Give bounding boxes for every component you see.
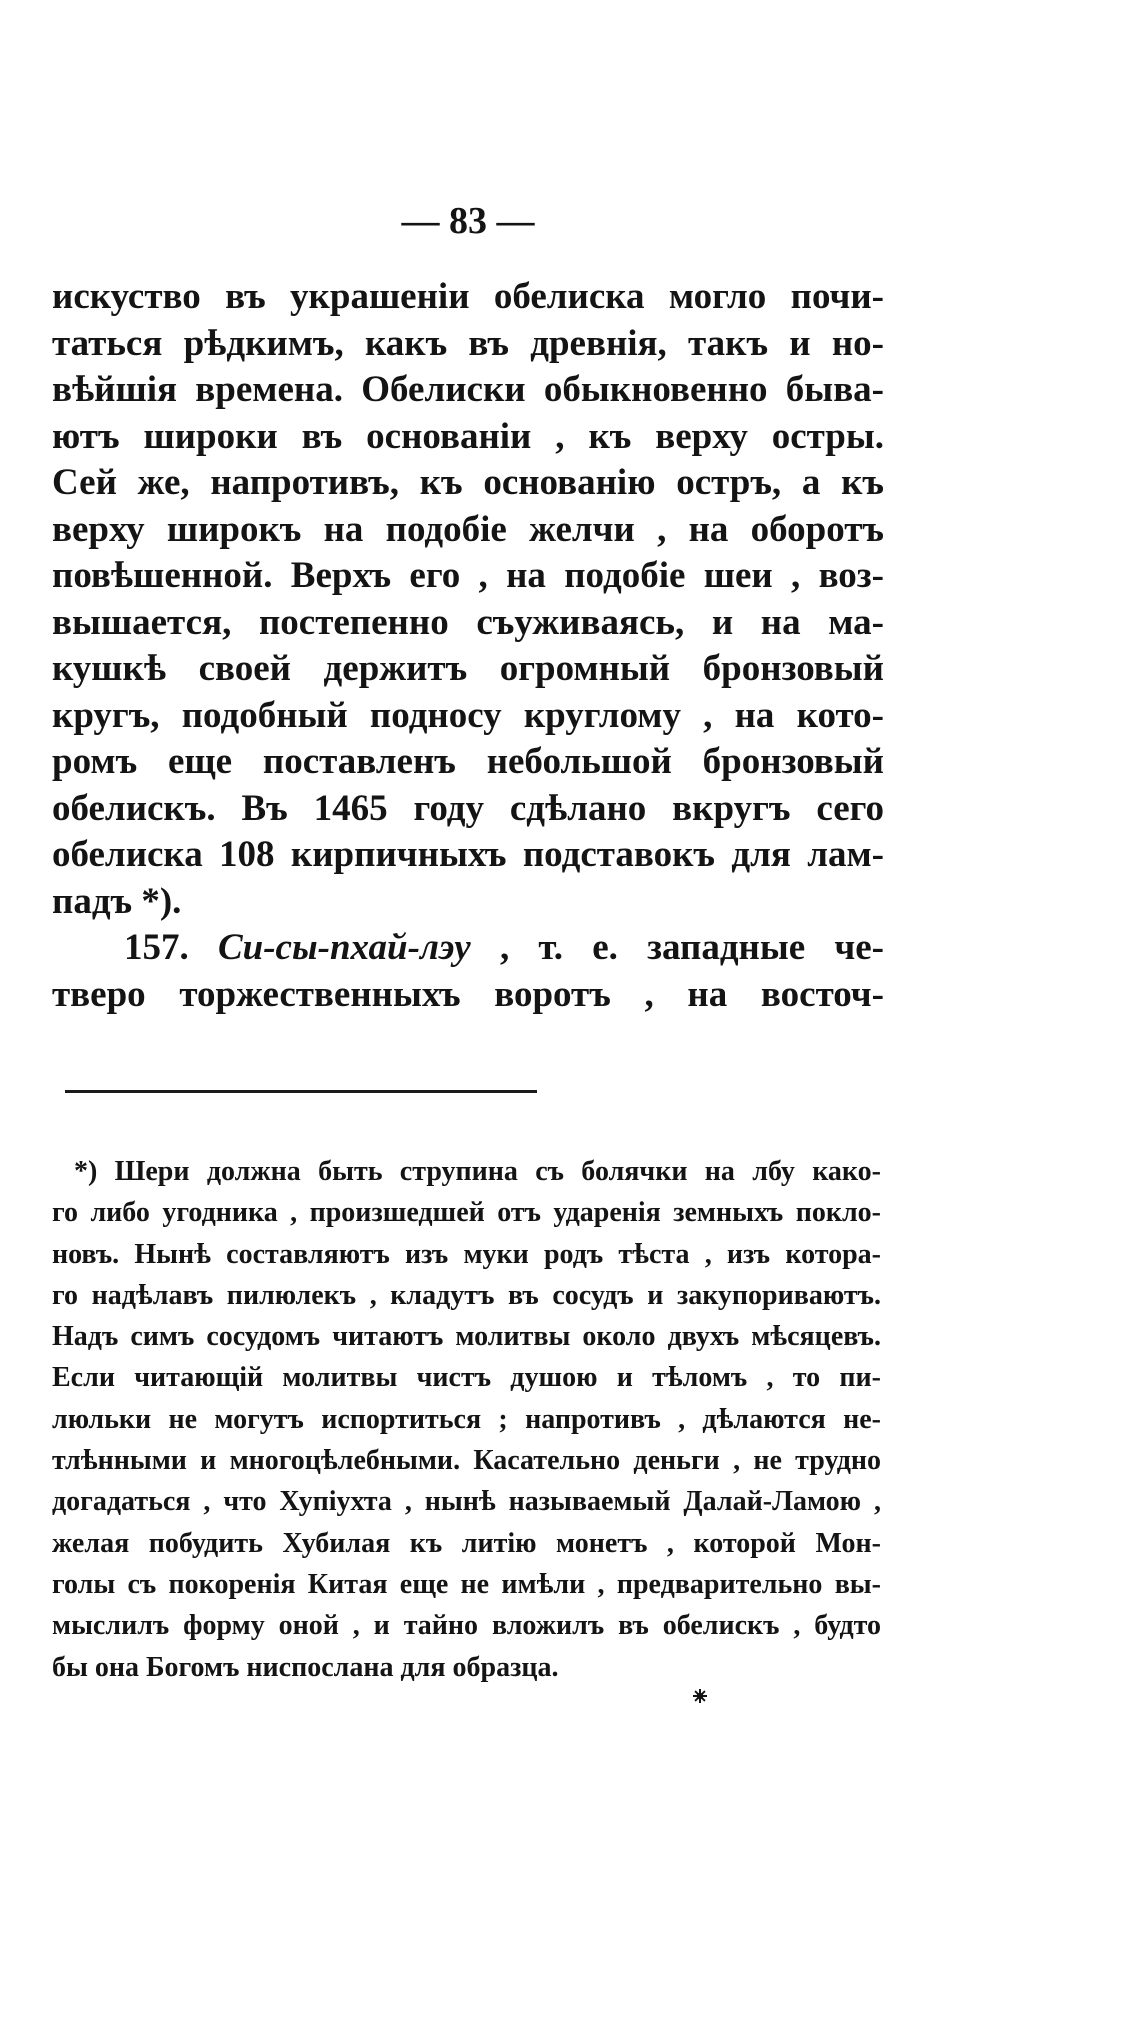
footnote-line: новъ. Нынѣ составляютъ изъ муки родъ тѣста , изъ котора- <box>52 1238 881 1270</box>
printer-mark-icon <box>692 1688 708 1704</box>
body-line: тверо торжественныхъ воротъ , на восточ- <box>52 973 884 1015</box>
footnote-line: люльки не могутъ испортиться ; напротивъ , дѣлаются не- <box>52 1403 881 1435</box>
footnote-line: мыслилъ форму оной , и тайно вложилъ въ обелискъ , будто <box>52 1610 881 1642</box>
footnote <box>52 1151 881 1688</box>
footnote-line: го либо угодника , произшедшей отъ ударенія земныхъ покло- <box>52 1197 881 1229</box>
footnote-line: желая побудить Хубилая къ литію монетъ , которой Мон- <box>52 1527 881 1559</box>
footnote-line: *) Шери должна быть струпина съ болячки на лбу како- <box>74 1156 881 1187</box>
body-line: Сей же, напротивъ, къ основанію остръ, а къ <box>52 462 884 503</box>
footnote-line: тлѣнными и многоцѣлебными. Касательно деньги , не трудно <box>52 1445 881 1477</box>
body-line: вѣйшія времена. Обелиски обыкновенно быва- <box>52 369 884 410</box>
body-line: обелискъ. Въ 1465 году сдѣлано вкругъ сего <box>52 787 884 829</box>
page-number: — 83 — <box>401 200 535 242</box>
footnote-line: голы съ покоренія Китая еще не имѣли , предварительно вы- <box>52 1568 881 1600</box>
body-line: кушкѣ своей держитъ огромный бронзовый <box>52 648 884 689</box>
body-line: кругъ, подобный подносу круглому , на кото- <box>52 694 884 736</box>
footnote-line: Надъ симъ сосудомъ читаютъ молитвы около двухъ мѣсяцевъ. <box>52 1321 881 1353</box>
footnote-line: бы она Богомъ ниспослана для образца. <box>52 1651 559 1683</box>
section-157-heading-line <box>52 925 884 972</box>
footnote-line: Если читающій молитвы чистъ душою и тѣломъ , то пи- <box>52 1362 881 1394</box>
section-title: Си-сы-пхай-лэу <box>217 927 471 968</box>
body-line: верху широкъ на подобіе желчи , на оборотъ <box>52 508 884 550</box>
body-text <box>52 274 884 1018</box>
section-line-text: , т. е. западные че- <box>499 927 885 968</box>
body-line: ютъ широки въ основаніи , къ верху остры. <box>52 415 884 457</box>
body-line-paragraph-end: падъ *). <box>52 880 182 922</box>
footnote-line: догадаться , что Хупіухта , нынѣ называемый Далай-Ламою , <box>52 1486 881 1518</box>
body-line: ромъ еще поставленъ небольшой бронзовый <box>52 741 884 782</box>
footnote-rule <box>65 1090 537 1093</box>
body-line: искуство въ украшеніи обелиска могло почи- <box>52 276 884 317</box>
body-line: вышается, постепенно съуживаясь, и на ма- <box>52 601 884 643</box>
body-line: обелиска 108 кирпичныхъ подставокъ для лам- <box>52 834 884 875</box>
body-line: повѣшенной. Верхъ его , на подобіе шеи , воз- <box>52 555 884 596</box>
section-number: 157. <box>124 927 189 968</box>
body-line: таться рѣдкимъ, какъ въ древнія, такъ и но- <box>52 322 884 364</box>
footnote-line: го надѣлавъ пилюлекъ , кладутъ въ сосудъ и закупориваютъ. <box>52 1279 881 1311</box>
